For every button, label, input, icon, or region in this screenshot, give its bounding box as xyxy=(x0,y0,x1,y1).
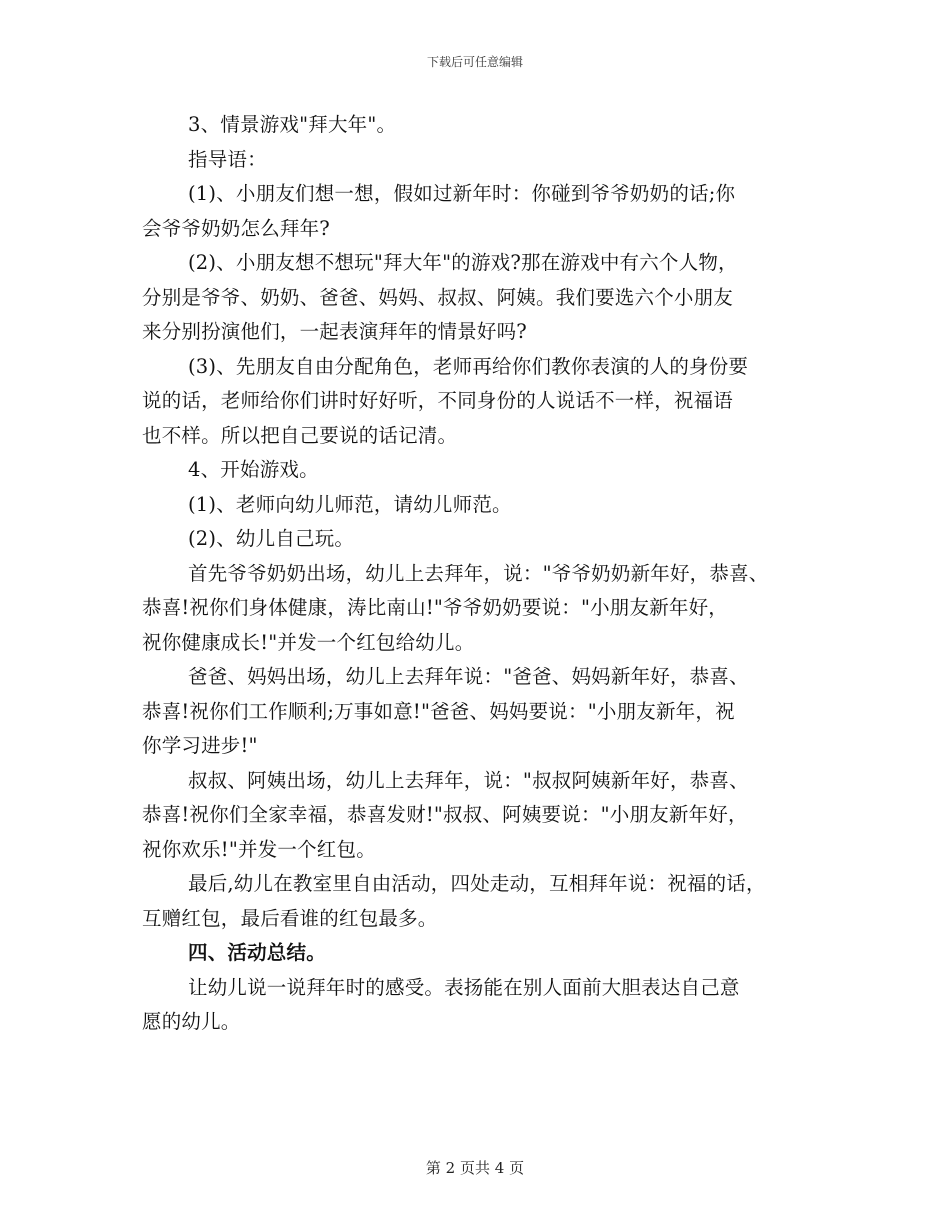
text-line: (2)、幼儿自己玩。 xyxy=(188,527,355,550)
text-line: 指导语： xyxy=(188,147,267,171)
text-line: 来分别扮演他们，一起表演拜年的情景好吗? xyxy=(142,320,527,343)
text-line: 分别是爷爷、奶奶、爸爸、妈妈、叔叔、阿姨。我们要选六个小朋友 xyxy=(142,285,734,309)
text-line: 说的话，老师给你们讲时好好听，不同身份的人说话不一样，祝福语 xyxy=(142,389,734,412)
text-line: 让幼儿说一说拜年时的感受。表扬能在别人面前大胆表达自己意 xyxy=(188,975,740,999)
text-line: 也不样。所以把自己要说的话记清。 xyxy=(142,423,458,447)
text-line: 4、开始游戏。 xyxy=(188,458,319,481)
header-note: 下载后可任意编辑 xyxy=(426,55,523,69)
section-heading: 四、活动总结。 xyxy=(188,941,326,964)
text-line: 恭喜!祝你们工作顺利;万事如意!"爸爸、妈妈要说："小朋友新年，祝 xyxy=(142,699,735,723)
text-line: 最后,幼儿在教室里自由活动，四处走动，互相拜年说：祝福的话， xyxy=(188,872,766,895)
text-line: 愿的幼儿。 xyxy=(142,1010,241,1033)
text-line: 3、情景游戏"拜大年"。 xyxy=(188,113,397,136)
text-line: (1)、老师向幼儿师范，请幼儿师范。 xyxy=(188,492,512,516)
text-line: 会爷爷奶奶怎么拜年? xyxy=(142,216,330,240)
text-line: 互赠红包，最后看谁的红包最多。 xyxy=(142,906,438,930)
text-line: 首先爷爷奶奶出场，幼儿上去拜年，说："爷爷奶奶新年好，恭喜、 xyxy=(188,561,769,585)
text-line: 祝你欢乐!"并发一个红包。 xyxy=(142,837,376,861)
text-line: 祝你健康成长!"并发一个红包给幼儿。 xyxy=(142,630,475,654)
page-number: 第 2 页共 4 页 xyxy=(425,1159,525,1177)
text-line: (2)、小朋友想不想玩"拜大年"的游戏?那在游戏中有六个人物， xyxy=(188,251,738,274)
text-line: 爸爸、妈妈出场，幼儿上去拜年说："爸爸、妈妈新年好，恭喜、 xyxy=(188,665,749,688)
text-line: (3)、先朋友自由分配角色，老师再给你们教你表演的人的身份要 xyxy=(188,354,749,378)
text-line: 恭喜!祝你们身体健康，涛比南山!"爷爷奶奶要说："小朋友新年好， xyxy=(142,596,729,619)
document-body xyxy=(142,108,822,1040)
text-line: 你学习进步!" xyxy=(142,734,258,757)
text-line: (1)、小朋友们想一想，假如过新年时：你碰到爷爷奶奶的话;你 xyxy=(188,182,736,205)
text-line: 叔叔、阿姨出场，幼儿上去拜年，说："叔叔阿姨新年好，恭喜、 xyxy=(188,768,749,792)
text-line: 恭喜!祝你们全家幸福，恭喜发财!"叔叔、阿姨要说："小朋友新年好， xyxy=(142,803,748,826)
